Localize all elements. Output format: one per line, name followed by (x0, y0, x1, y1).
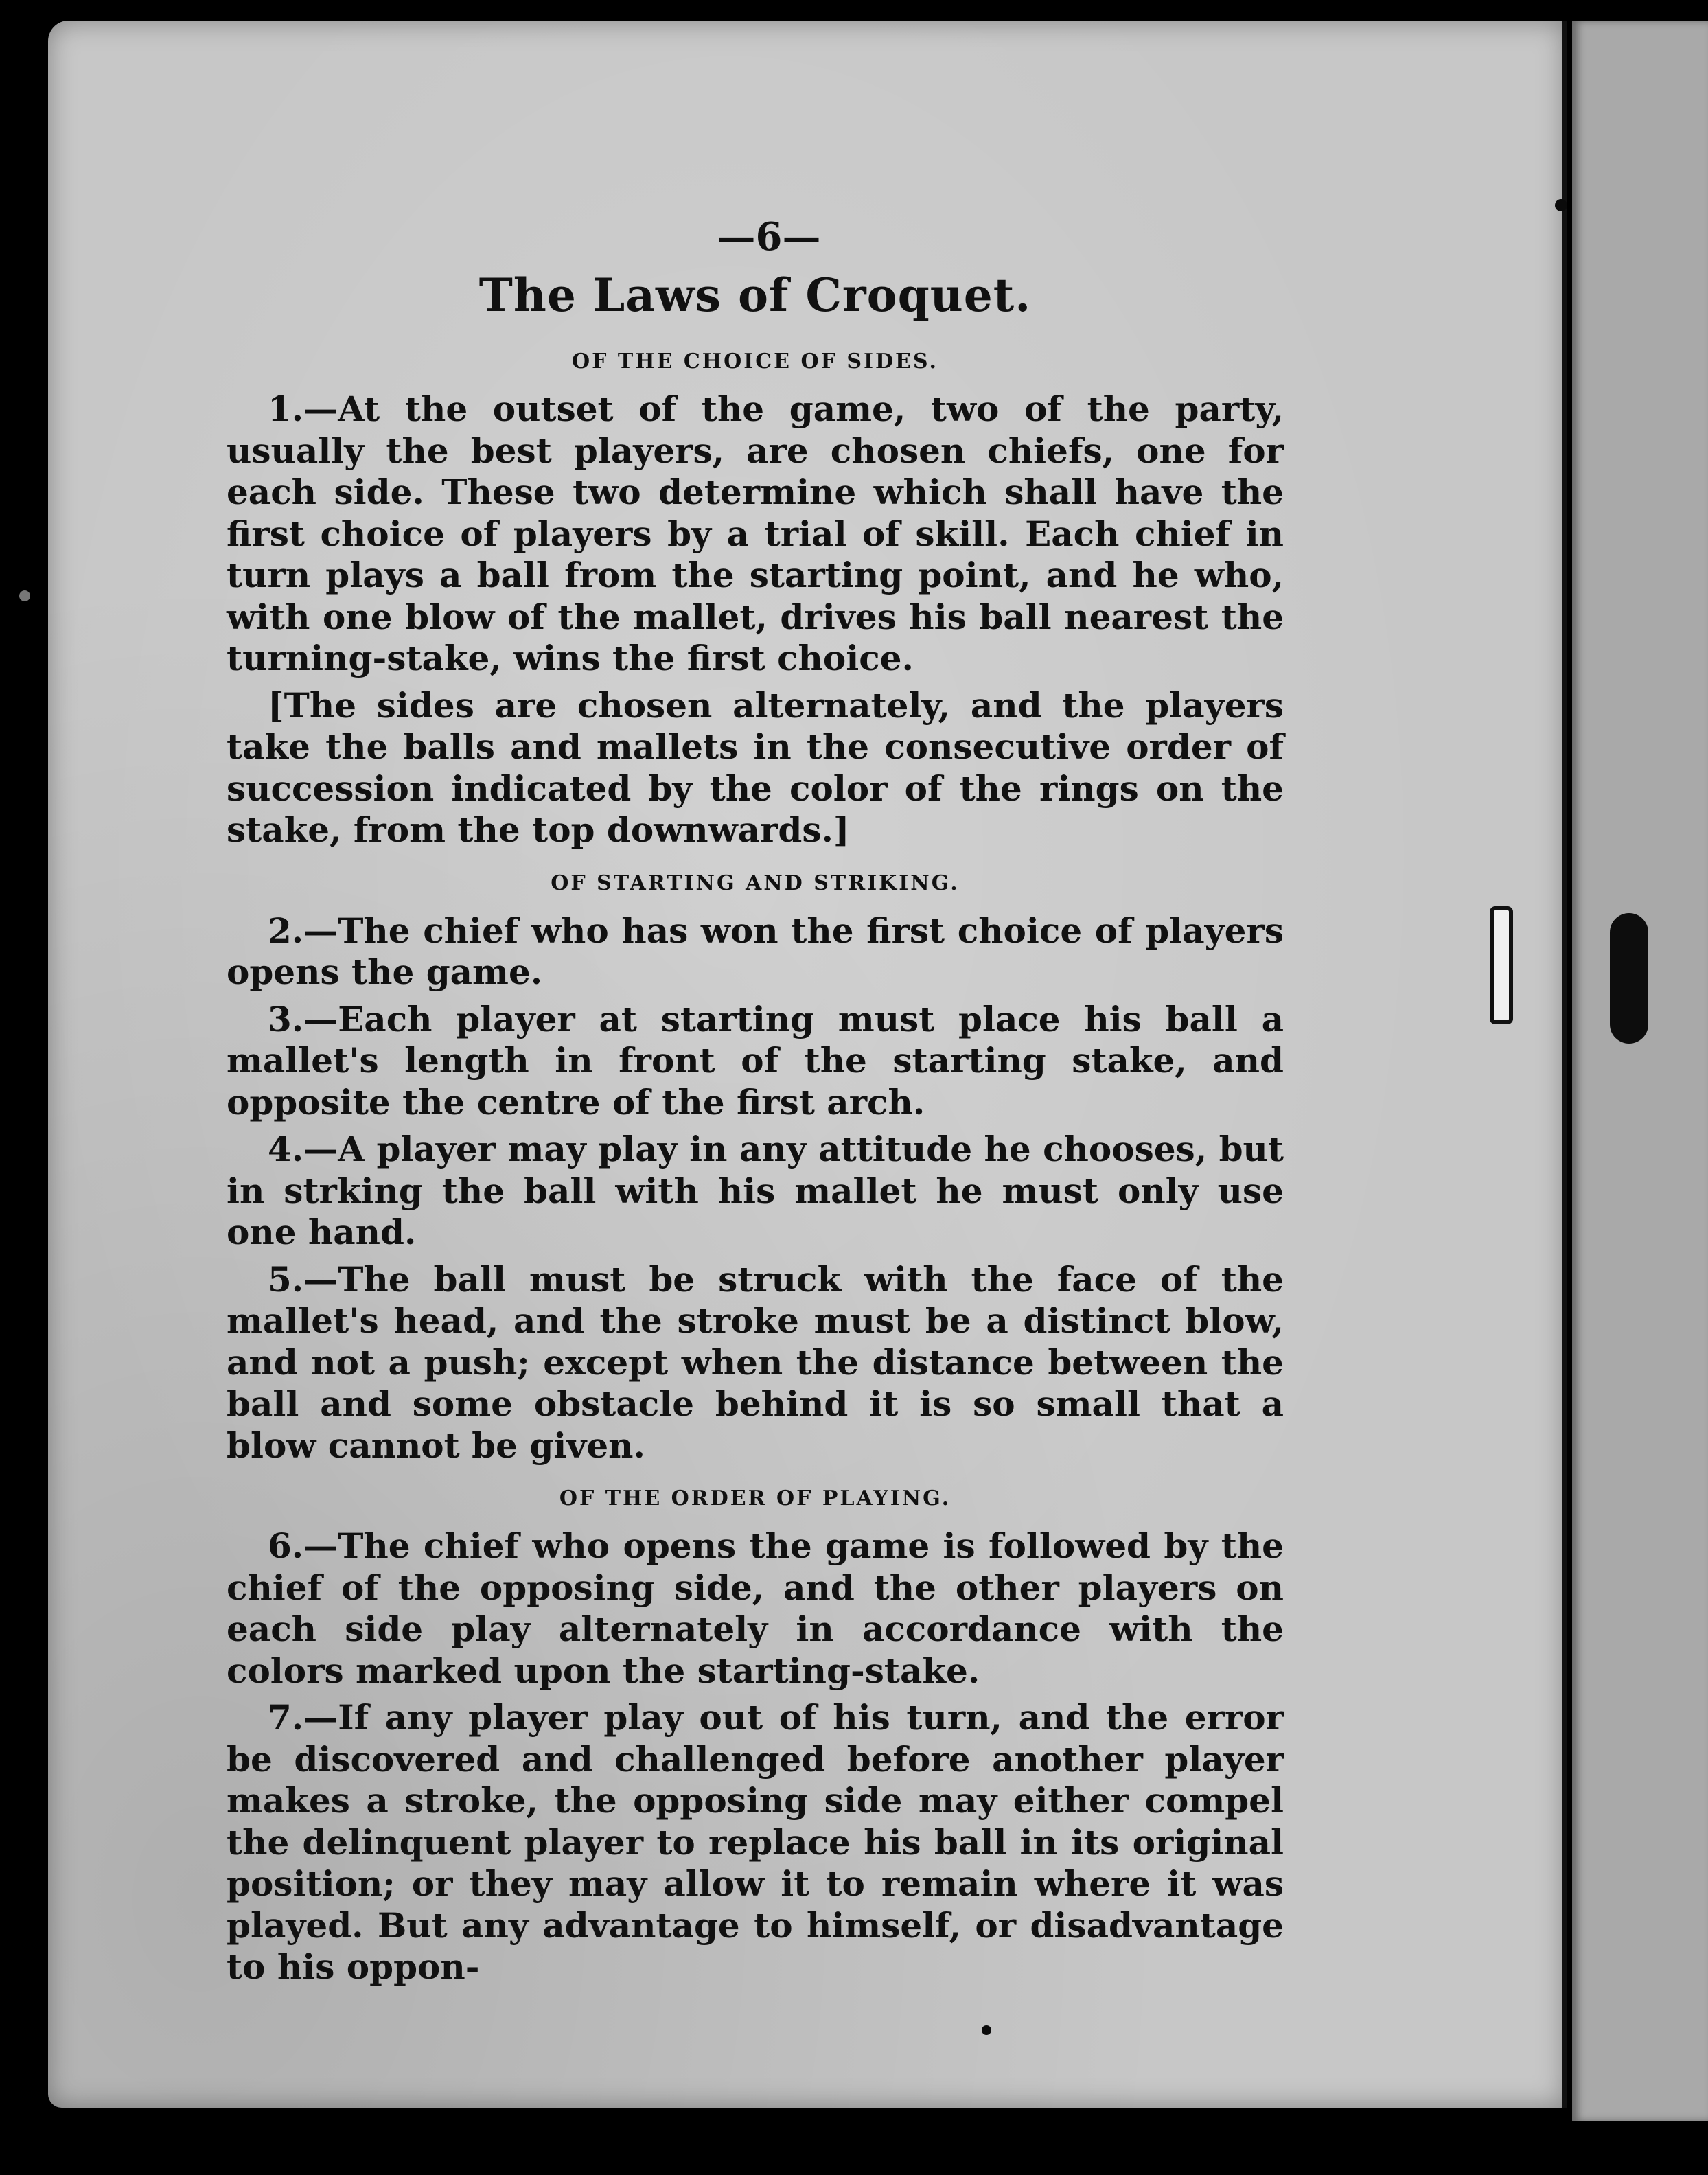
section-heading-starting-and-striking: OF STARTING AND STRIKING. (551, 871, 960, 895)
section-heading-order-of-playing: OF THE ORDER OF PLAYING. (559, 1486, 951, 1510)
section-heading-choice-of-sides: OF THE CHOICE OF SIDES. (572, 349, 938, 373)
rule-5-paragraph: 5.—The ball must be struck with the face of the mallet's head, and the stroke must be a distinct blow, and not a push; except when the distance between the ball and some obstacle behind it is so small that a blow cannot be given. (227, 1258, 1284, 1466)
bracketed-note-paragraph: [The sides are chosen alternately, and the players take the balls and mallets in the consecutive order of succession indicated by the color of the rings on the stake, from the top downwards.] (227, 684, 1284, 850)
page-text (227, 213, 1284, 1994)
ink-speck (19, 590, 30, 601)
rule-6-paragraph: 6.—The chief who opens the game is followed by the chief of the opposing side, and the other players on each side play alternately in accordance with the colors marked upon the starting-stake. (227, 1526, 1284, 1691)
page-title: The Laws of Croquet. (478, 268, 1032, 322)
binding-clip-mark (1490, 906, 1513, 1024)
rule-2-paragraph: 2.—The chief who has won the first choice of players opens the game. (227, 910, 1284, 992)
rule-1-paragraph: 1.—At the outset of the game, two of the party, usually the best players, are chosen chiefs, one for each side. These two determine which shall have the first choice of players by a trial of skill. Each chief in turn plays a ball from the starting point, and he who, with one blow of the mallet, drives his ball nearest the turning-stake, wins the first choice. (227, 389, 1284, 678)
ink-speck (1555, 199, 1567, 211)
page-fold-line (1562, 21, 1567, 2108)
adjacent-page-edge (1572, 21, 1708, 2121)
ink-speck (982, 2025, 991, 2035)
rule-7-paragraph: 7.—If any player play out of his turn, and the error be discovered and challenged before another player makes a stroke, the opposing side may either compel the delinquent player to replace his ball in its original position; or they may allow it to remain where it was played. But any advantage to himself, or disadvantage to his oppon- (227, 1697, 1284, 1987)
page-number: —6— (717, 214, 821, 260)
rule-4-paragraph: 4.—A player may play in any attitude he chooses, but in strking the ball with his mallet he must only use one hand. (227, 1129, 1284, 1252)
binding-clip-mark (1610, 913, 1648, 1044)
rule-3-paragraph: 3.—Each player at starting must place his ball a mallet's length in front of the starting stake, and opposite the centre of the first arch. (227, 998, 1284, 1123)
